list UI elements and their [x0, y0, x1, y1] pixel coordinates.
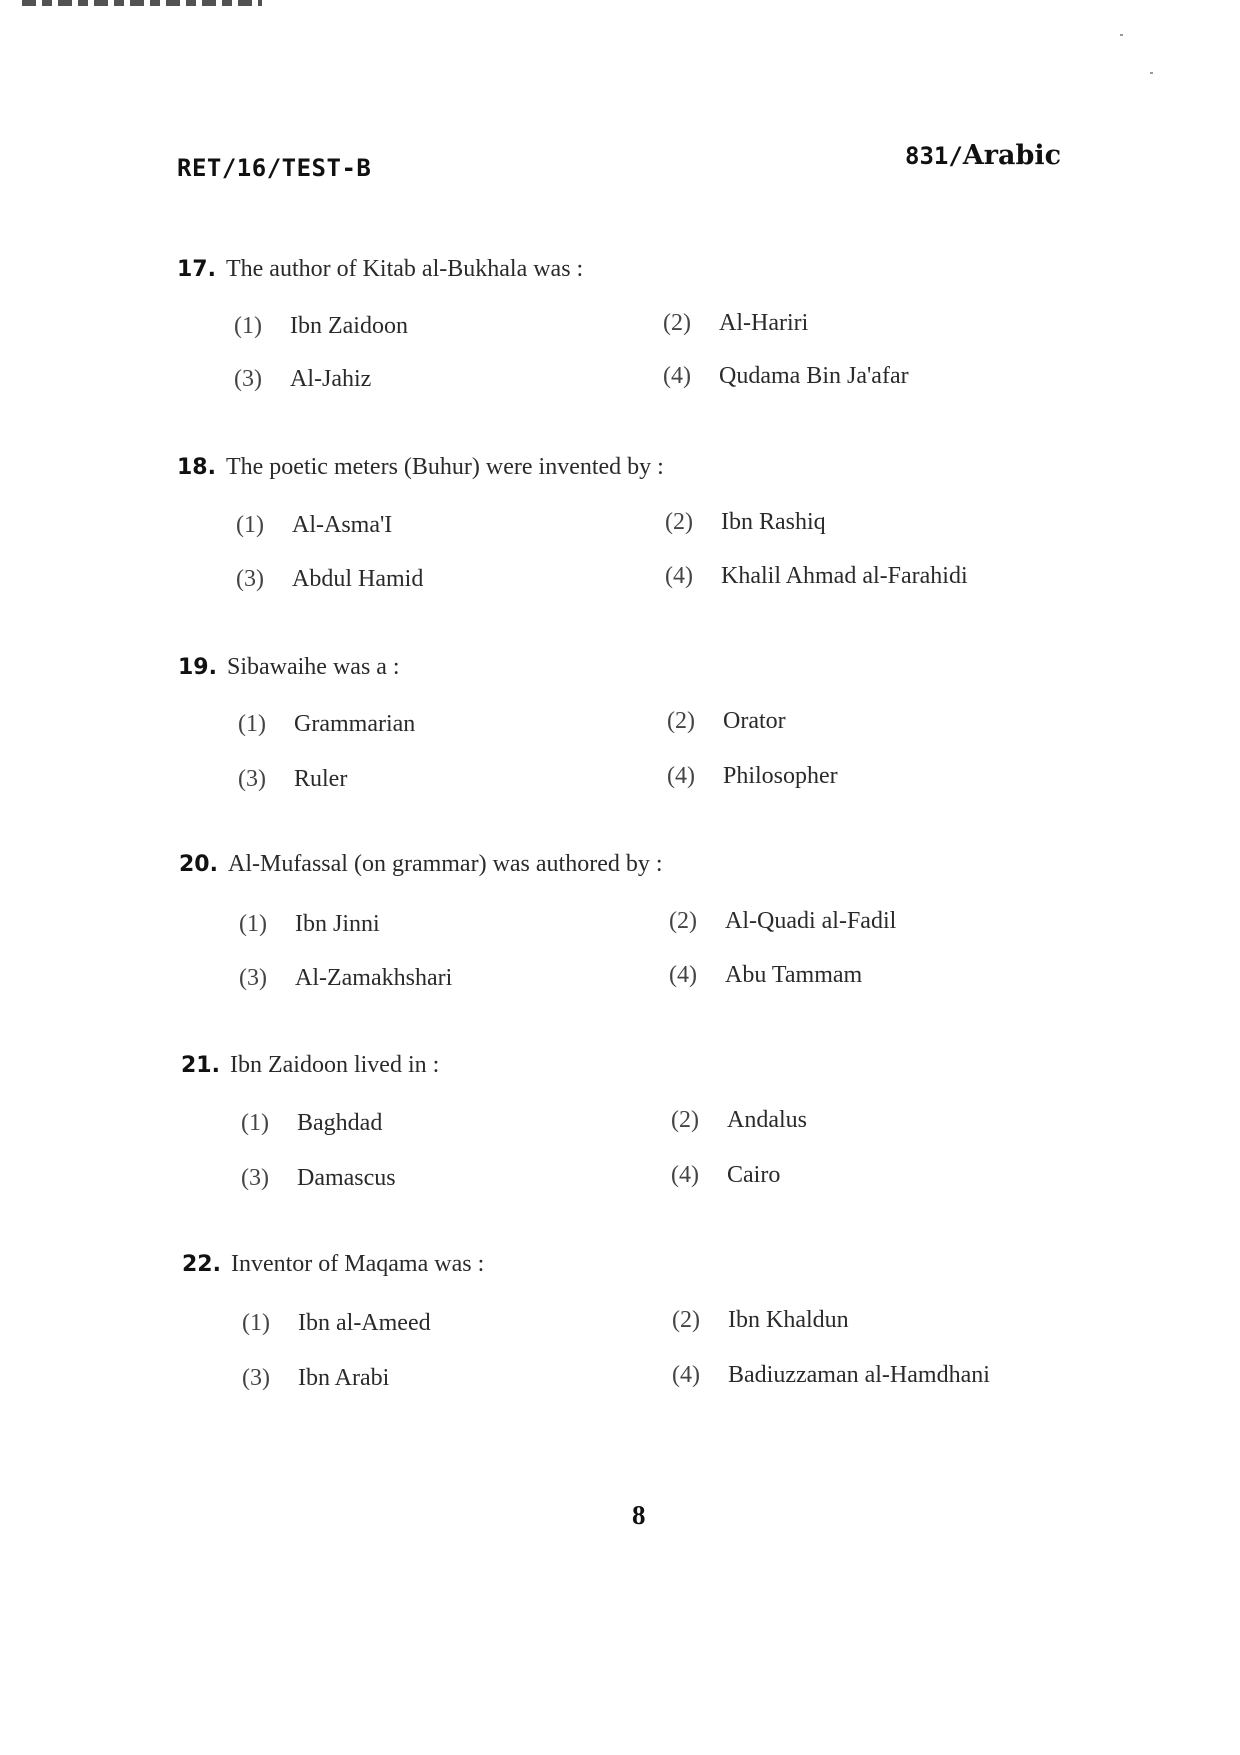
question-text: Ibn Zaidoon lived in : [229, 1052, 440, 1078]
option-number: (2) [671, 1107, 699, 1133]
option-number: (2) [665, 509, 693, 535]
option-text: Ibn Zaidoon [290, 313, 408, 339]
option-text: Abdul Hamid [292, 566, 424, 592]
option-21-3 [241, 1165, 396, 1192]
option-text: Ibn Rashiq [721, 509, 826, 535]
option-text: Al-Jahiz [290, 366, 372, 392]
question-17 [177, 256, 583, 283]
option-number: (2) [672, 1307, 700, 1333]
option-text: Ibn Khaldun [728, 1307, 849, 1333]
option-number: (1) [239, 911, 267, 937]
option-number: (3) [236, 566, 264, 592]
paper-code: 831/ [905, 142, 963, 170]
option-number: (3) [241, 1165, 269, 1191]
option-number: (3) [242, 1365, 270, 1391]
question-22 [182, 1251, 484, 1278]
page-number: 8 [632, 1500, 646, 1530]
option-22-3 [242, 1365, 389, 1392]
option-text: Khalil Ahmad al-Farahidi [721, 563, 968, 589]
option-text: Ibn Arabi [298, 1365, 390, 1391]
option-number: (4) [671, 1162, 699, 1188]
option-text: Cairo [727, 1162, 781, 1188]
question-number: 19. [178, 655, 217, 680]
option-text: Badiuzzaman al-Hamdhani [728, 1362, 990, 1388]
option-number: (1) [242, 1310, 270, 1336]
option-20-1 [239, 911, 380, 938]
option-text: Qudama Bin Ja'afar [719, 363, 909, 389]
question-number: 21. [181, 1053, 220, 1078]
question-number: 22. [182, 1252, 221, 1277]
option-22-2 [672, 1307, 849, 1334]
scan-speck [1120, 34, 1123, 36]
option-20-3 [239, 965, 452, 992]
question-number: 20. [179, 852, 218, 877]
option-22-1 [242, 1310, 431, 1337]
option-text: Al-Asma'I [292, 512, 393, 538]
test-code: RET/16/TEST-B [177, 154, 372, 182]
option-text: Abu Tammam [725, 962, 863, 988]
option-text: Al-Hariri [719, 310, 809, 336]
option-17-3 [234, 366, 371, 393]
option-number: (1) [234, 313, 262, 339]
question-text: The author of Kitab al-Bukhala was : [225, 256, 584, 282]
option-number: (1) [236, 512, 264, 538]
question-number: 17. [177, 257, 216, 282]
option-18-4 [665, 563, 968, 590]
option-number: (4) [672, 1362, 700, 1388]
option-number: (3) [238, 766, 266, 792]
option-number: (3) [234, 366, 262, 392]
option-text: Baghdad [297, 1110, 383, 1136]
option-20-4 [669, 962, 862, 989]
option-number: (4) [663, 363, 691, 389]
option-19-4 [667, 763, 838, 790]
subject-name: Arabic [962, 140, 1062, 171]
scan-speck [1150, 72, 1153, 74]
option-number: (4) [669, 962, 697, 988]
option-text: Al-Quadi al-Fadil [725, 908, 897, 934]
option-number: (2) [667, 708, 695, 734]
option-text: Ibn Jinni [295, 911, 380, 937]
question-20 [179, 851, 663, 878]
option-text: Philosopher [723, 763, 838, 789]
scan-artifact [22, 0, 262, 6]
option-18-2 [665, 509, 826, 536]
option-text: Al-Zamakhshari [295, 965, 453, 991]
option-20-2 [669, 908, 896, 935]
option-text: Orator [723, 708, 786, 734]
option-19-1 [238, 711, 415, 738]
option-number: (4) [665, 563, 693, 589]
option-19-3 [238, 766, 347, 793]
option-22-4 [672, 1362, 990, 1389]
option-17-2 [663, 310, 808, 337]
option-19-2 [667, 708, 786, 735]
option-text: Ruler [294, 766, 348, 792]
option-21-2 [671, 1107, 807, 1134]
option-17-1 [234, 313, 408, 340]
question-text: Inventor of Maqama was : [230, 1251, 485, 1277]
option-text: Ibn al-Ameed [298, 1310, 431, 1336]
option-number: (2) [663, 310, 691, 336]
question-text: Al-Mufassal (on grammar) was authored by : [227, 851, 663, 877]
question-21 [181, 1052, 439, 1079]
question-number: 18. [177, 455, 216, 480]
question-text: Sibawaihe was a : [226, 654, 400, 680]
option-18-1 [236, 512, 392, 539]
option-text: Grammarian [294, 711, 416, 737]
option-number: (1) [241, 1110, 269, 1136]
option-number: (3) [239, 965, 267, 991]
option-17-4 [663, 363, 909, 390]
option-number: (4) [667, 763, 695, 789]
option-21-1 [241, 1110, 382, 1137]
subject-header [905, 140, 1061, 171]
option-text: Damascus [297, 1165, 396, 1191]
option-number: (2) [669, 908, 697, 934]
option-18-3 [236, 566, 423, 593]
option-number: (1) [238, 711, 266, 737]
option-21-4 [671, 1162, 780, 1189]
question-text: The poetic meters (Buhur) were invented by : [225, 454, 664, 480]
question-18 [177, 454, 664, 481]
option-text: Andalus [727, 1107, 807, 1133]
question-19 [178, 654, 400, 681]
